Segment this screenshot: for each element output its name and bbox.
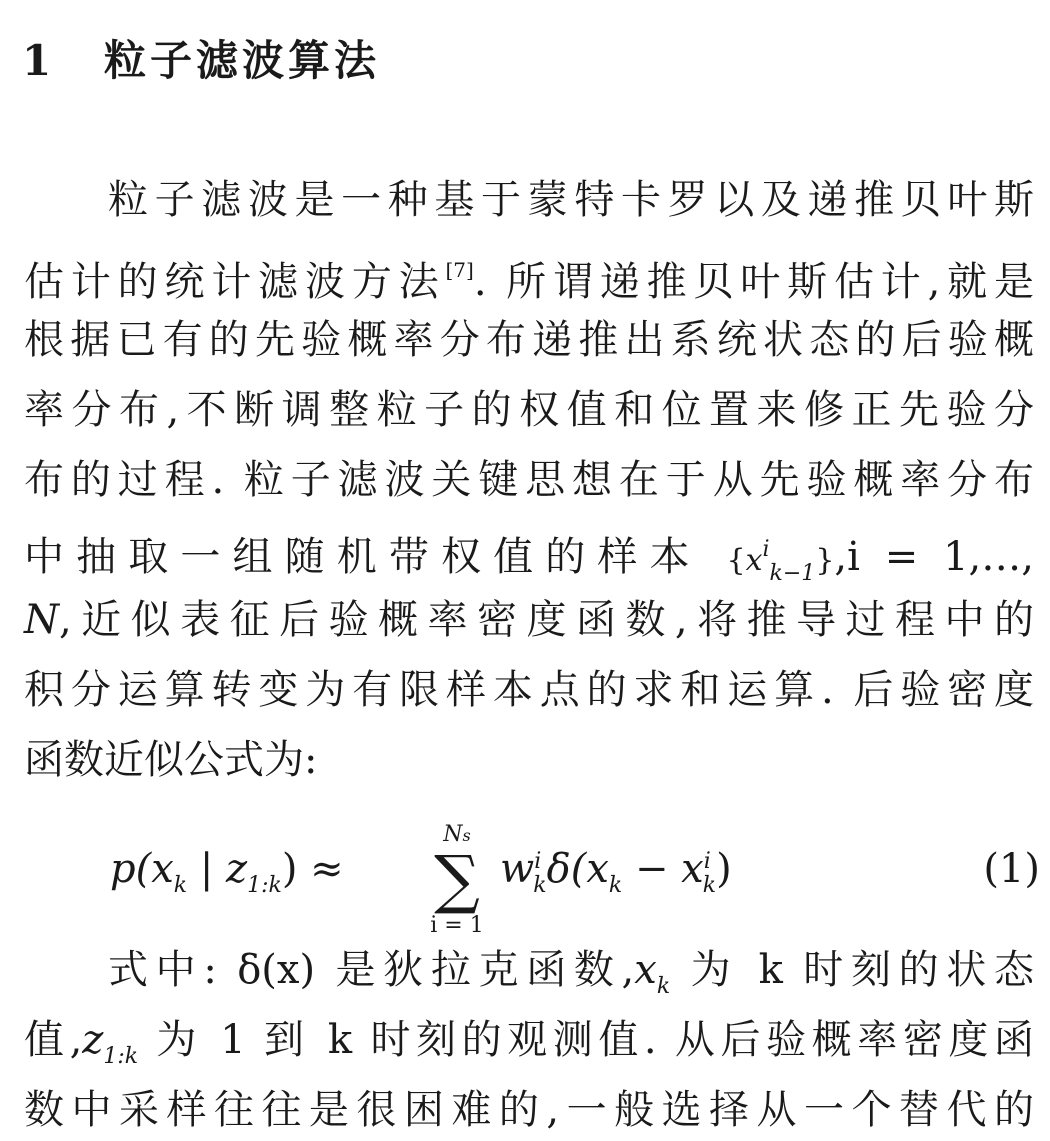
paragraph-line [24, 452, 1034, 508]
text-span: 估计的统计滤波方法 [24, 259, 446, 305]
paragraph-line [24, 942, 1034, 1015]
citation: [7] [445, 258, 474, 282]
section-number: 1 [22, 36, 56, 85]
text-span: 函数近似公式为: [24, 737, 318, 783]
section-heading [22, 28, 380, 88]
text-span: 布的过程. 粒子滤波关键思想在于从先验概率分布 [24, 457, 1034, 503]
text-span: . 所谓递推贝叶斯估计,就是 [473, 259, 1034, 305]
equation-number: (1) [983, 846, 1040, 892]
section-title: 粒子滤波算法 [104, 36, 381, 85]
paragraph-line [24, 172, 1034, 228]
text-span: 为 1 到 k 时刻的观测值. 从后验概率密度函 [138, 1017, 1034, 1063]
text-span: 积分运算转变为有限样本点的求和运算. 后验密度 [24, 667, 1034, 713]
text-span: 中抽取一组随机带权值的样本 [24, 534, 702, 580]
paragraph-line [24, 242, 1034, 310]
text-span: 为 k 时刻的状态 [670, 947, 1034, 993]
text-span: 率分布,不断调整粒子的权值和位置来修正先验分 [24, 387, 1034, 433]
math-var: x [634, 947, 657, 993]
math-var: N [24, 597, 59, 643]
paragraph-line [24, 1012, 1034, 1085]
equation-1 [110, 800, 1040, 940]
paragraph-line [24, 732, 1034, 788]
math-sub: 1:k [103, 1044, 139, 1069]
paragraph-line [24, 1082, 1034, 1138]
paragraph-line [24, 592, 1034, 648]
text-span: 根据已有的先验概率分布递推出系统状态的后验概 [24, 317, 1034, 363]
text-span: ,i = 1,…, [834, 534, 1034, 580]
equation-lhs: $p(x_k$ | $z_{1:k}$) ≈ [110, 846, 344, 898]
math-sub: k [656, 974, 671, 999]
text-span: 数中采样往往是很困难的,一般选择从一个替代的 [24, 1087, 1034, 1133]
text-span: 值, [24, 1017, 83, 1063]
equation-rhs: $w^i_k\delta(x_k - x^i_k)$ [500, 846, 732, 898]
paragraph-line [24, 662, 1034, 718]
math-var: z [82, 1017, 104, 1063]
paragraph-line [24, 522, 1034, 602]
summation-symbol: Ns ∑ i = 1 [430, 822, 484, 938]
sample-set: $\{x^i_{k-1}\}$ [726, 537, 835, 586]
paragraph-line [24, 382, 1034, 438]
paragraph-line [24, 312, 1034, 368]
text-span: 粒子滤波是一种基于蒙特卡罗以及递推贝叶斯 [108, 177, 1034, 223]
text-span: ,近似表征后验概率密度函数,将推导过程中的 [59, 597, 1034, 643]
text-span: 式中: δ(x) 是狄拉克函数, [108, 947, 635, 993]
